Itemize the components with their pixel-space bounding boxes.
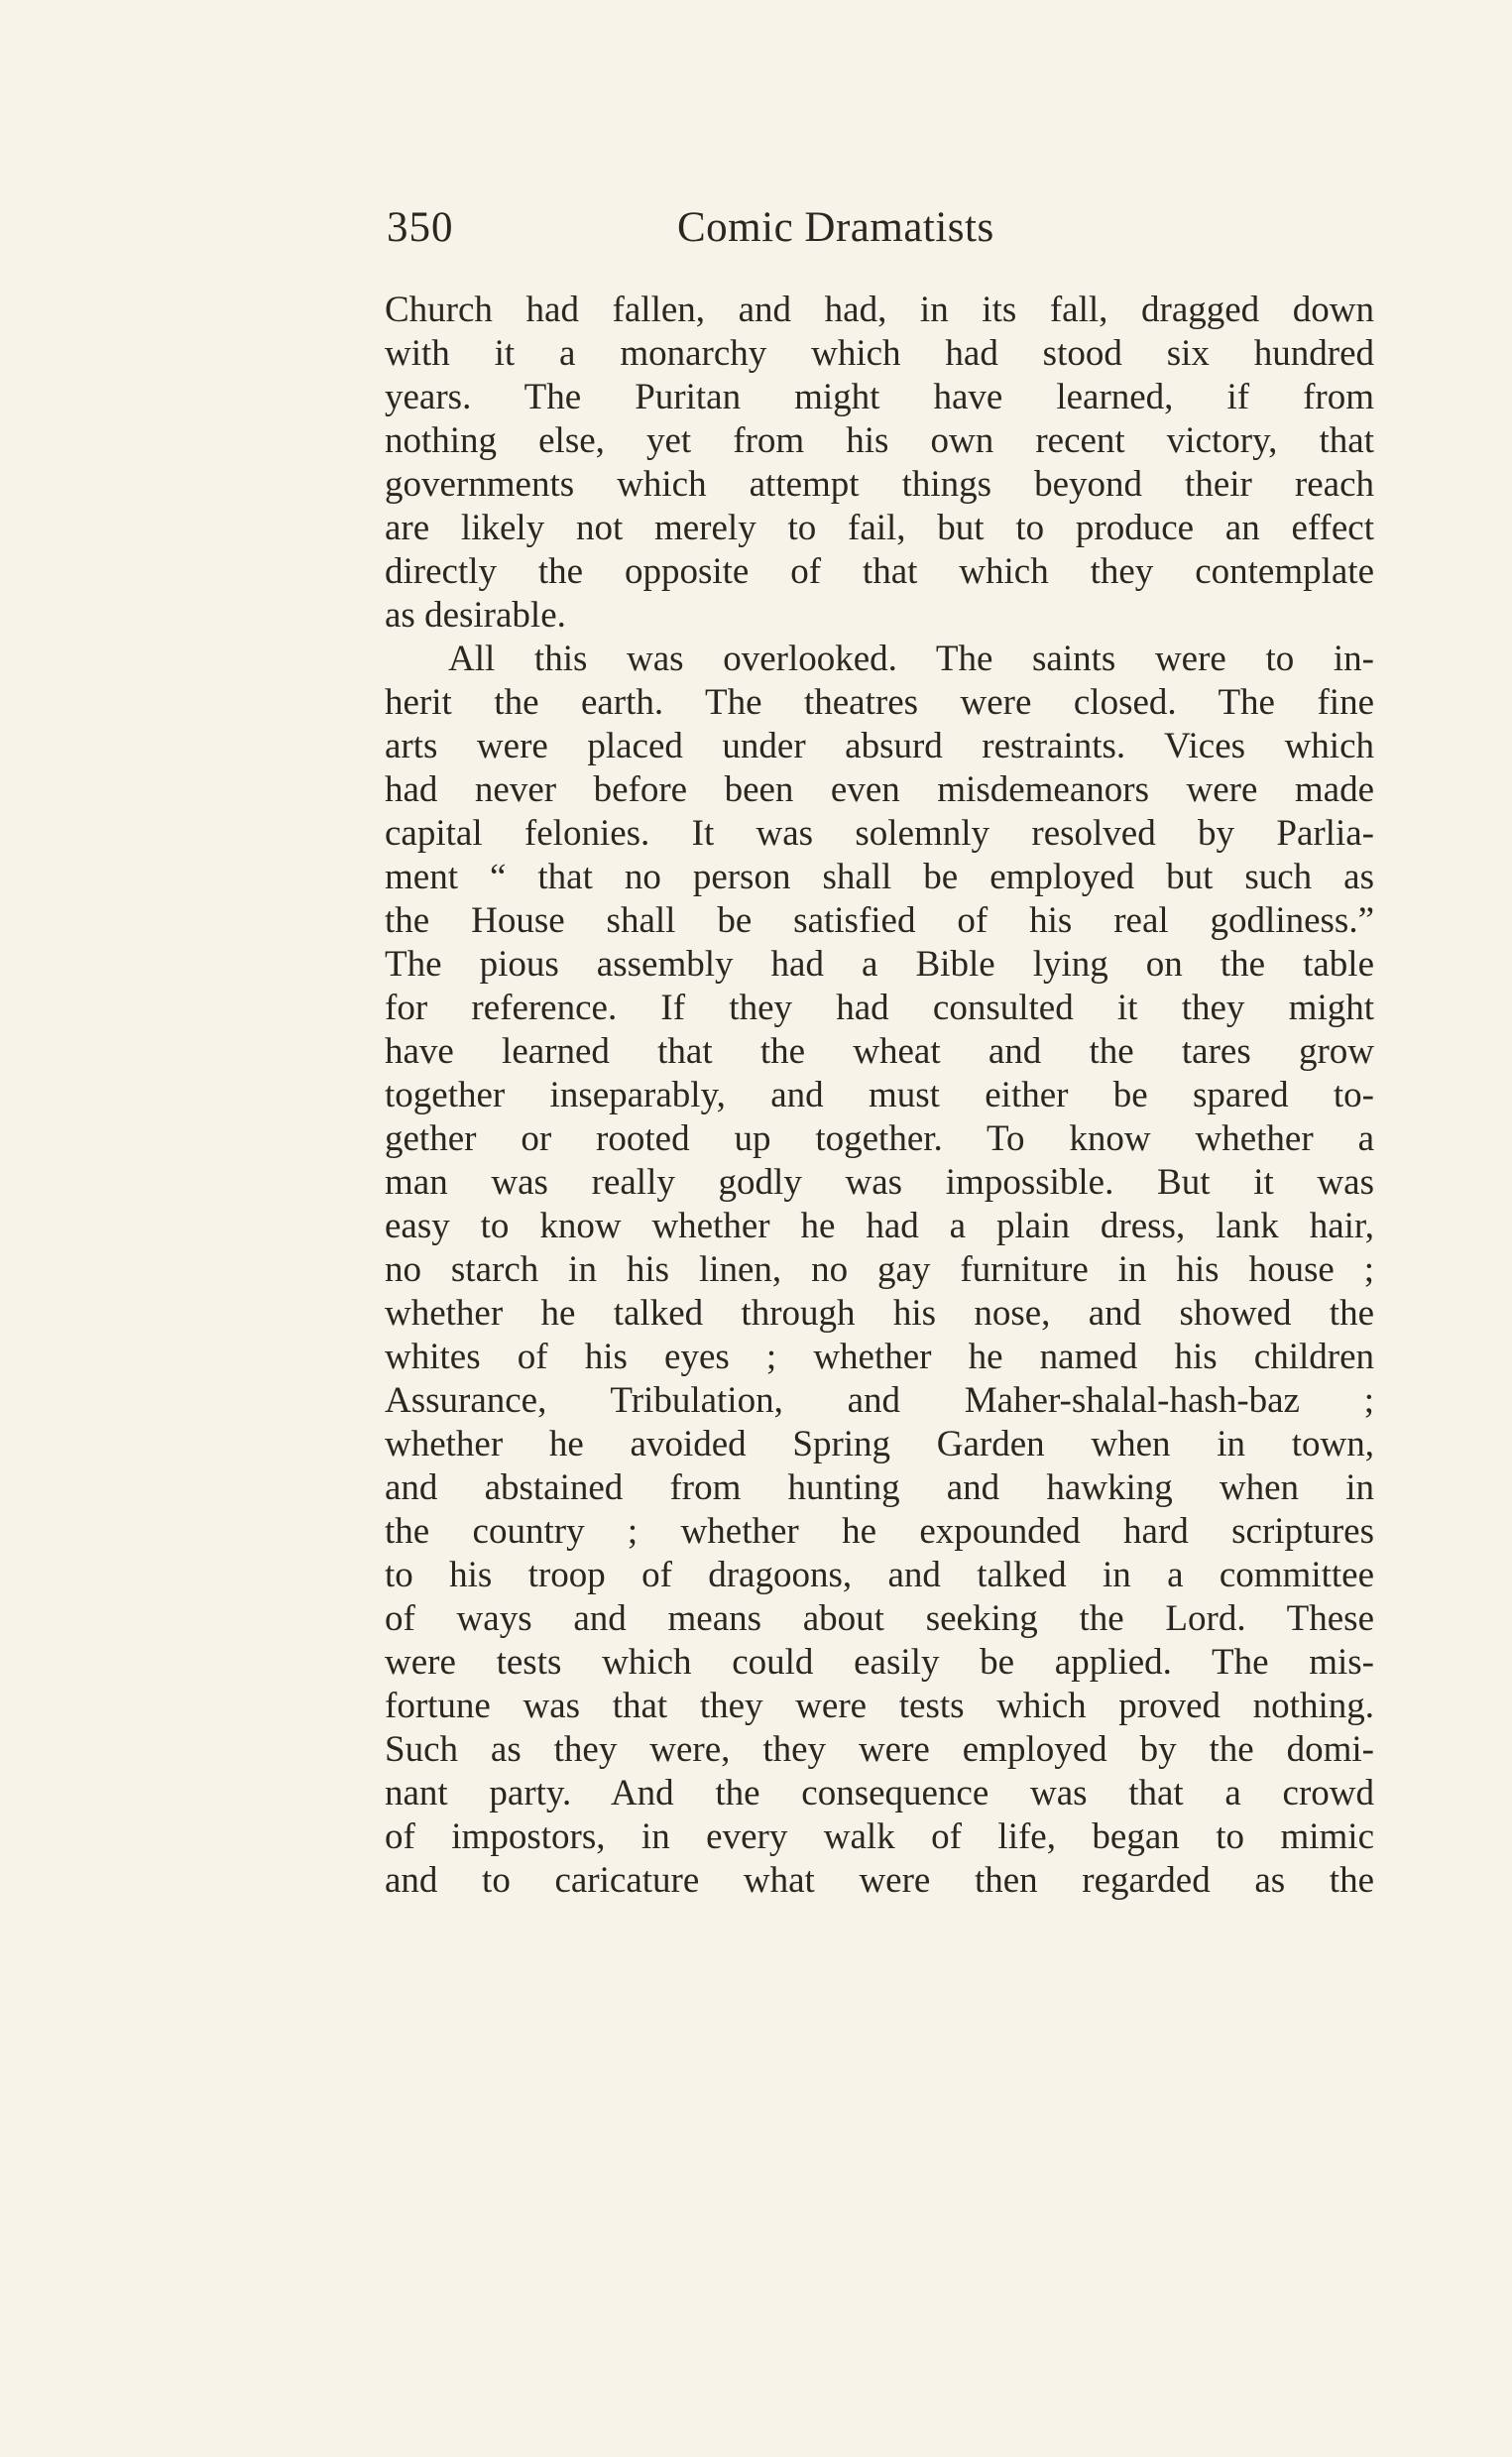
text-line: as desirable.: [385, 595, 566, 636]
text-line: fortune was that they were tests which proved nothing.: [385, 1686, 1374, 1726]
text-line: and abstained from hunting and hawking when in: [385, 1467, 1374, 1508]
text-line: the House shall be satisfied of his real godliness.”: [385, 900, 1374, 941]
text-line: Such as they were, they were employed by the domi-: [385, 1729, 1374, 1770]
text-line: Assurance, Tribulation, and Maher-shalal-hash-baz ;: [385, 1380, 1374, 1421]
text-line: ment “ that no person shall be employed but such as: [385, 857, 1374, 897]
page-header: [387, 203, 1378, 263]
text-line: are likely not merely to fail, but to produce an effect: [385, 508, 1374, 548]
text-line: of ways and means about seeking the Lord. These: [385, 1598, 1374, 1639]
text-line: nothing else, yet from his own recent victory, that: [385, 420, 1374, 461]
text-line: no starch in his linen, no gay furniture in his house ;: [385, 1249, 1374, 1290]
text-line: have learned that the wheat and the tares grow: [385, 1031, 1374, 1072]
text-line: whites of his eyes ; whether he named his children: [385, 1337, 1374, 1377]
text-line: governments which attempt things beyond their reach: [385, 464, 1374, 505]
text-line: The pious assembly had a Bible lying on the table: [385, 944, 1374, 985]
text-line: herit the earth. The theatres were closed. The fine: [385, 682, 1374, 723]
text-line: to his troop of dragoons, and talked in a committee: [385, 1555, 1374, 1595]
text-line: man was really godly was impossible. But it was: [385, 1162, 1374, 1203]
text-line: years. The Puritan might have learned, if from: [385, 377, 1374, 417]
text-line: arts were placed under absurd restraints. Vices which: [385, 726, 1374, 766]
text-line: the country ; whether he expounded hard scriptures: [385, 1511, 1374, 1552]
text-line: gether or rooted up together. To know whether a: [385, 1118, 1374, 1159]
page-number: 350: [387, 204, 454, 251]
text-line: and to caricature what were then regarded as the: [385, 1860, 1374, 1901]
text-line: were tests which could easily be applied. The mis-: [385, 1642, 1374, 1683]
text-line: easy to know whether he had a plain dress, lank hair,: [385, 1206, 1374, 1246]
text-line: for reference. If they had consulted it they might: [385, 988, 1374, 1028]
text-line: whether he talked through his nose, and showed the: [385, 1293, 1374, 1334]
text-line: nant party. And the consequence was that a crowd: [385, 1773, 1374, 1814]
text-line: whether he avoided Spring Garden when in town,: [385, 1424, 1374, 1464]
text-line: capital felonies. It was solemnly resolved by Parlia-: [385, 813, 1374, 854]
text-line: had never before been even misdemeanors were made: [385, 769, 1374, 810]
text-line: All this was overlooked. The saints were to in-: [448, 639, 1374, 679]
body-text: [385, 289, 1374, 1903]
text-line: directly the opposite of that which they contemplate: [385, 551, 1374, 592]
running-head: Comic Dramatists: [677, 204, 994, 251]
text-line: Church had fallen, and had, in its fall, dragged down: [385, 290, 1374, 330]
text-line: together inseparably, and must either be spared to-: [385, 1075, 1374, 1115]
text-line: with it a monarchy which had stood six hundred: [385, 333, 1374, 374]
text-line: of impostors, in every walk of life, began to mimic: [385, 1816, 1374, 1857]
